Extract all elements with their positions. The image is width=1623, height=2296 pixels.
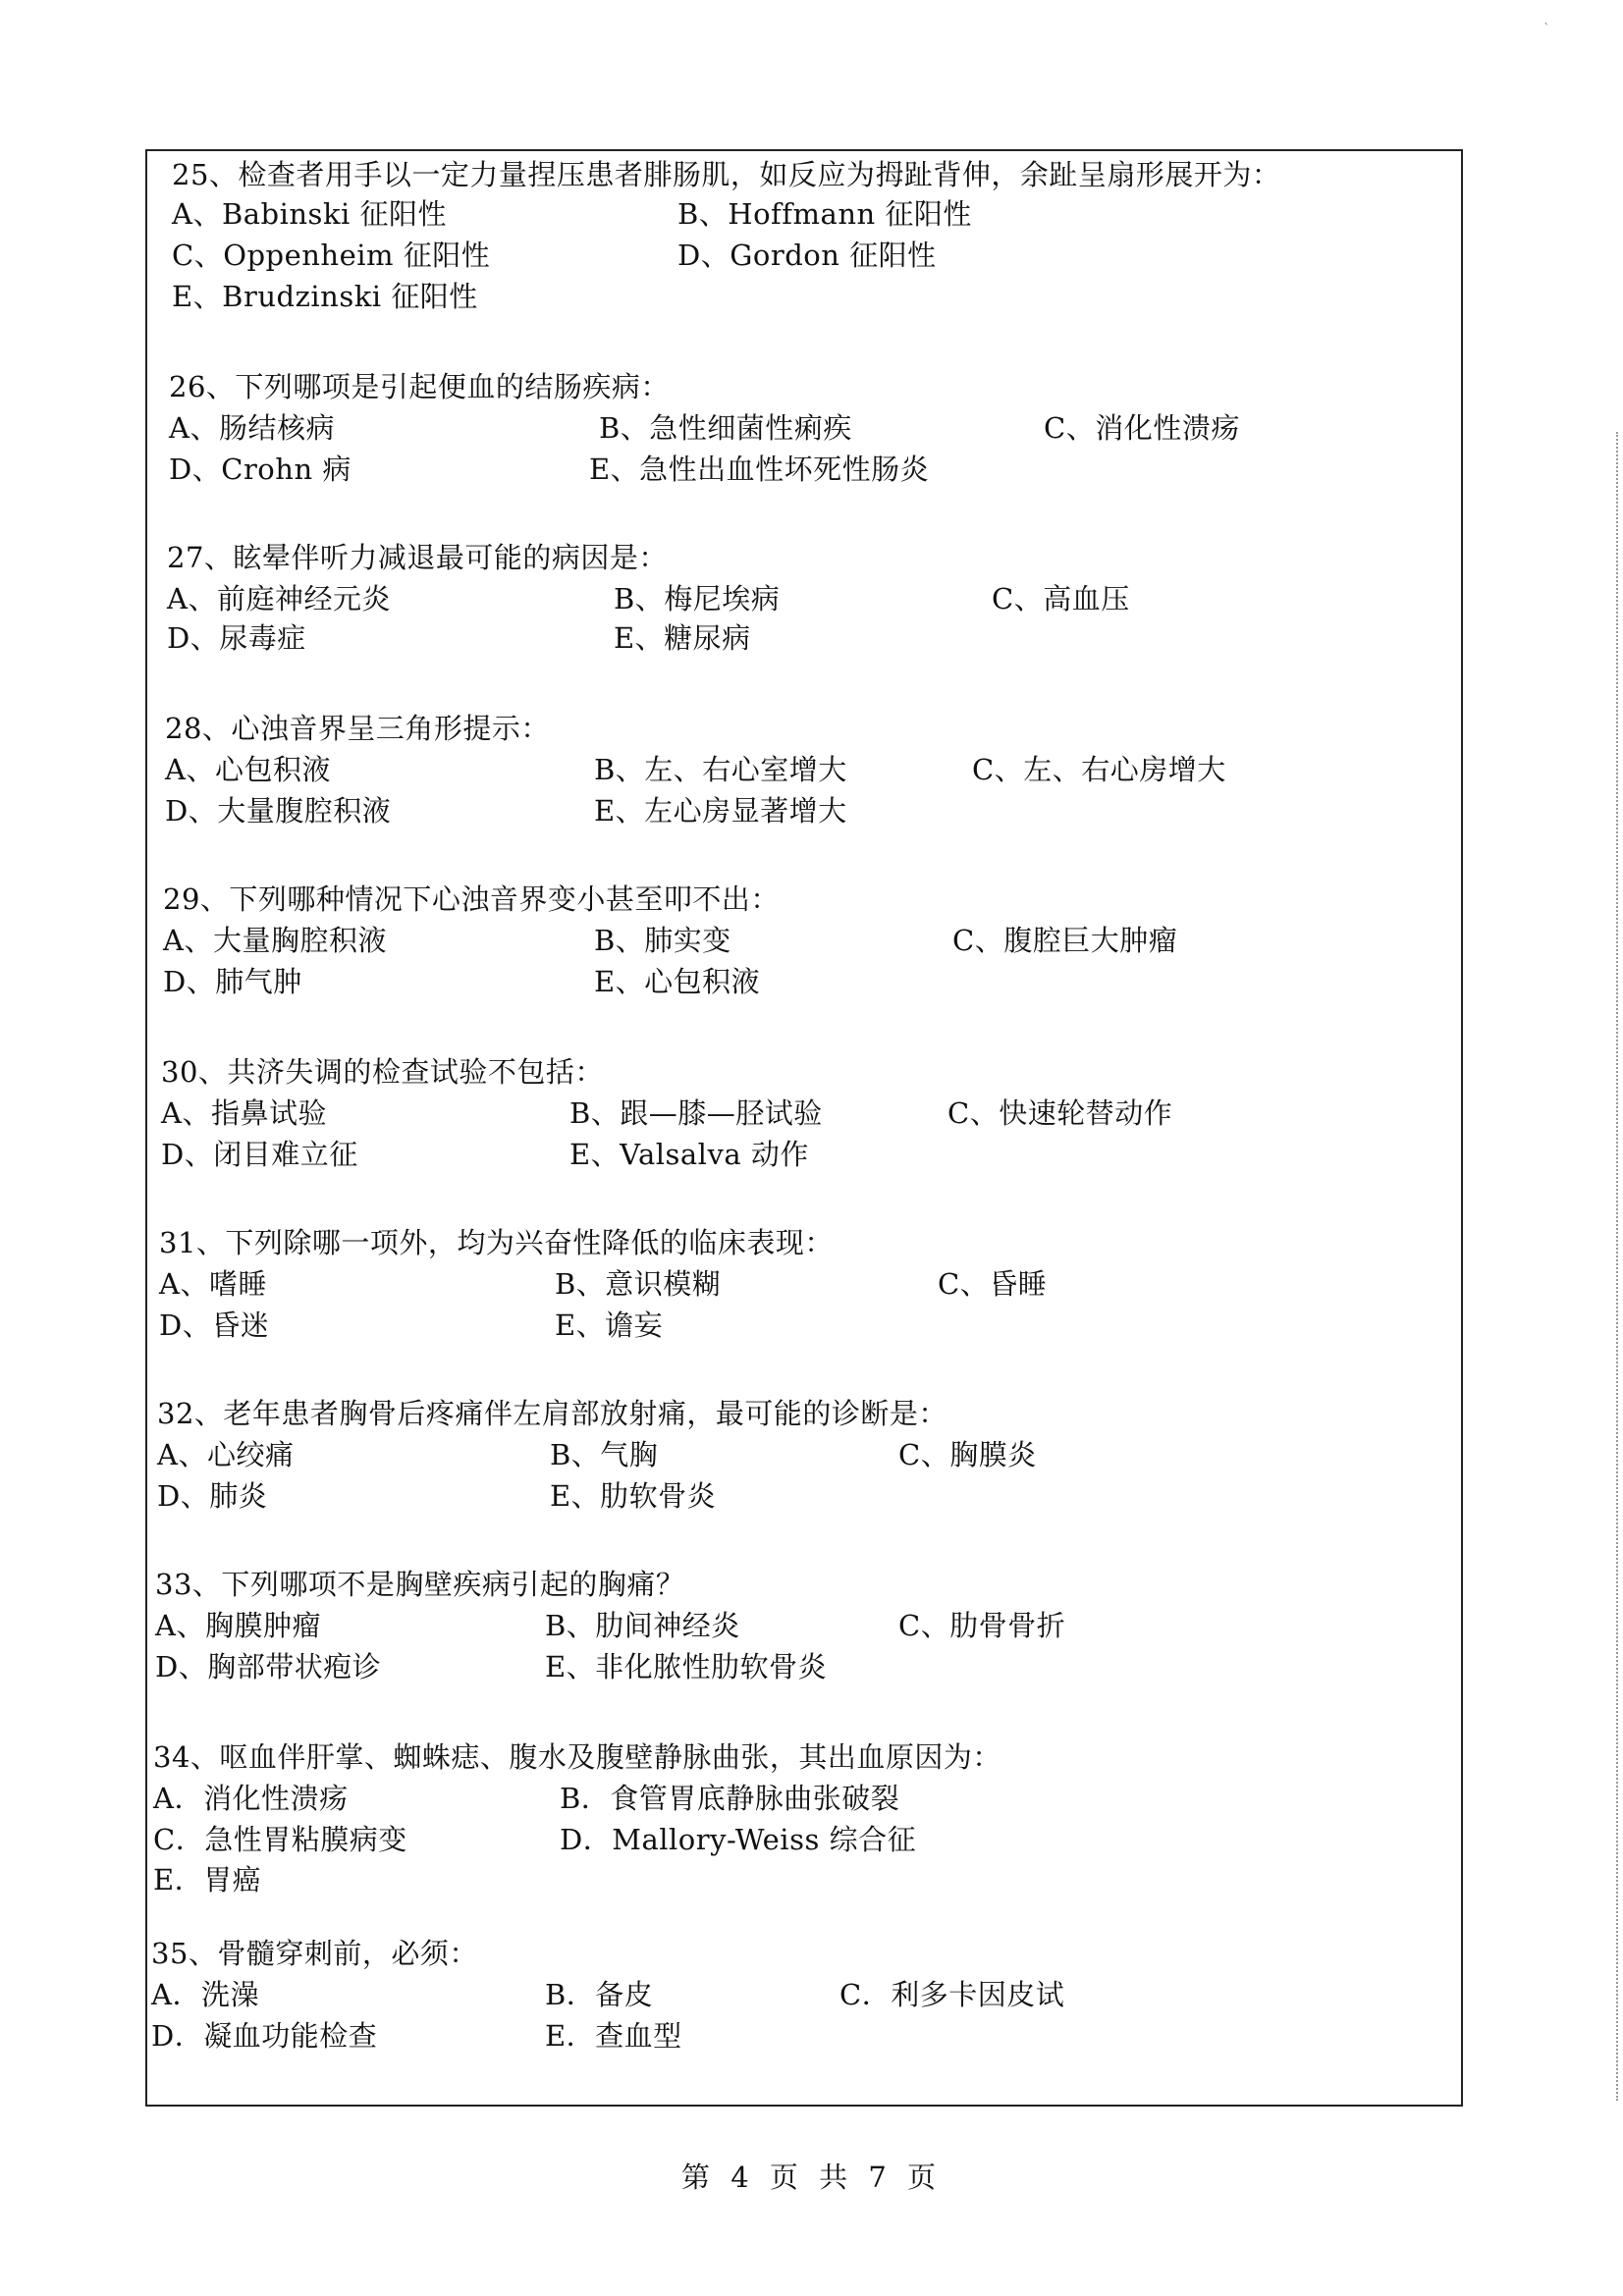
option-b: B、左、右心室增大 [594, 753, 847, 786]
option-a: A．消化性溃疡 [153, 1782, 349, 1815]
option-e: E．查血型 [545, 2019, 682, 2053]
question-stem: 27、眩晕伴听力减退最可能的病因是： [167, 541, 668, 574]
option-b: B、梅尼埃病 [614, 582, 781, 615]
question-stem: 29、下列哪种情况下心浊音界变小甚至叩不出： [163, 882, 780, 916]
option-e: E、糖尿病 [614, 621, 751, 655]
question-stem: 34、呕血伴肝掌、蜘蛛痣、腹水及腹壁静脉曲张，其出血原因为： [153, 1740, 1001, 1774]
option-b: B、急性细菌性痢疾 [599, 411, 852, 445]
option-b: B．备皮 [545, 1978, 654, 2011]
option-e: E、Brudzinski 征阳性 [172, 280, 478, 313]
option-e: E、谵妄 [555, 1308, 664, 1342]
option-a: A．洗澡 [151, 1978, 259, 2011]
option-b: B、Hoffmann 征阳性 [677, 197, 972, 231]
option-a: A、心绞痛 [157, 1438, 295, 1471]
option-c: C．利多卡因皮试 [839, 1978, 1065, 2011]
option-d: D、肺炎 [157, 1479, 268, 1513]
question-stem: 28、心浊音界呈三角形提示： [165, 712, 550, 745]
option-c: C、Oppenheim 征阳性 [172, 239, 491, 272]
option-e: E、心包积液 [594, 965, 761, 998]
option-c: C、快速轮替动作 [947, 1096, 1173, 1130]
option-c: C、腹腔巨大肿瘤 [952, 924, 1178, 957]
option-d: D、大量腹腔积液 [165, 794, 392, 828]
option-e: E、Valsalva 动作 [569, 1138, 809, 1171]
question-stem: 30、共济失调的检查试验不包括： [161, 1055, 604, 1089]
option-d: D．凝血功能检查 [151, 2019, 378, 2053]
option-e: E、左心房显著增大 [594, 794, 847, 828]
option-e: E、非化脓性肋软骨炎 [545, 1650, 828, 1683]
option-d: D、胸部带状疱诊 [155, 1650, 382, 1683]
option-a: A、指鼻试验 [161, 1096, 327, 1130]
question-stem: 26、下列哪项是引起便血的结肠疾病： [169, 370, 670, 403]
option-b: B、肋间神经炎 [545, 1609, 740, 1642]
option-d: D、闭目难立征 [161, 1138, 358, 1171]
option-c: C、高血压 [992, 582, 1130, 615]
option-e: E．胃癌 [153, 1863, 262, 1896]
option-c: C、昏睡 [938, 1267, 1048, 1301]
scan-edge-artifact [1616, 432, 1618, 2101]
option-c: C、消化性溃疡 [1044, 411, 1240, 445]
question-stem: 35、骨髓穿刺前，必须： [151, 1937, 478, 1970]
option-b: B、气胸 [550, 1438, 659, 1471]
option-b: B．食管胃底静脉曲张破裂 [560, 1782, 900, 1815]
option-c: C．急性胃粘膜病变 [153, 1823, 407, 1856]
option-b: B、意识模糊 [555, 1267, 722, 1301]
option-d: D、Gordon 征阳性 [677, 239, 937, 272]
option-e: E、急性出血性坏死性肠炎 [589, 453, 930, 486]
option-d: D．Mallory-Weiss 综合征 [560, 1823, 917, 1856]
option-c: C、胸膜炎 [898, 1438, 1037, 1471]
option-d: D、尿毒症 [167, 621, 306, 655]
question-stem: 31、下列除哪一项外，均为兴奋性降低的临床表现： [159, 1226, 834, 1259]
question-stem: 33、下列哪项不是胸壁疾病引起的胸痛？ [155, 1568, 685, 1601]
option-a: A、前庭神经元炎 [167, 582, 391, 615]
option-a: A、大量胸腔积液 [163, 924, 387, 957]
option-d: D、肺气肿 [163, 965, 302, 998]
question-stem: 32、老年患者胸骨后疼痛伴左肩部放射痛，最可能的诊断是： [157, 1397, 947, 1430]
question-stem: 25、检查者用手以一定力量捏压患者腓肠肌，如反应为拇趾背伸，余趾呈扇形展开为： [172, 158, 1281, 191]
option-b: B、跟—膝—胫试验 [569, 1096, 823, 1130]
page-number-footer: 第 4 页 共 7 页 [681, 2161, 942, 2194]
option-b: B、肺实变 [594, 924, 731, 957]
option-a: A、肠结核病 [169, 411, 335, 445]
option-d: D、昏迷 [159, 1308, 270, 1342]
option-e: E、肋软骨炎 [550, 1479, 717, 1513]
scan-speck: ˋ [1543, 22, 1550, 37]
option-d: D、Crohn 病 [169, 453, 352, 486]
option-a: A、嗜睡 [159, 1267, 267, 1301]
option-c: C、肋骨骨折 [898, 1609, 1066, 1642]
option-a: A、胸膜肿瘤 [155, 1609, 321, 1642]
option-a: A、心包积液 [165, 753, 331, 786]
option-a: A、Babinski 征阳性 [172, 197, 448, 231]
option-c: C、左、右心房增大 [972, 753, 1226, 786]
